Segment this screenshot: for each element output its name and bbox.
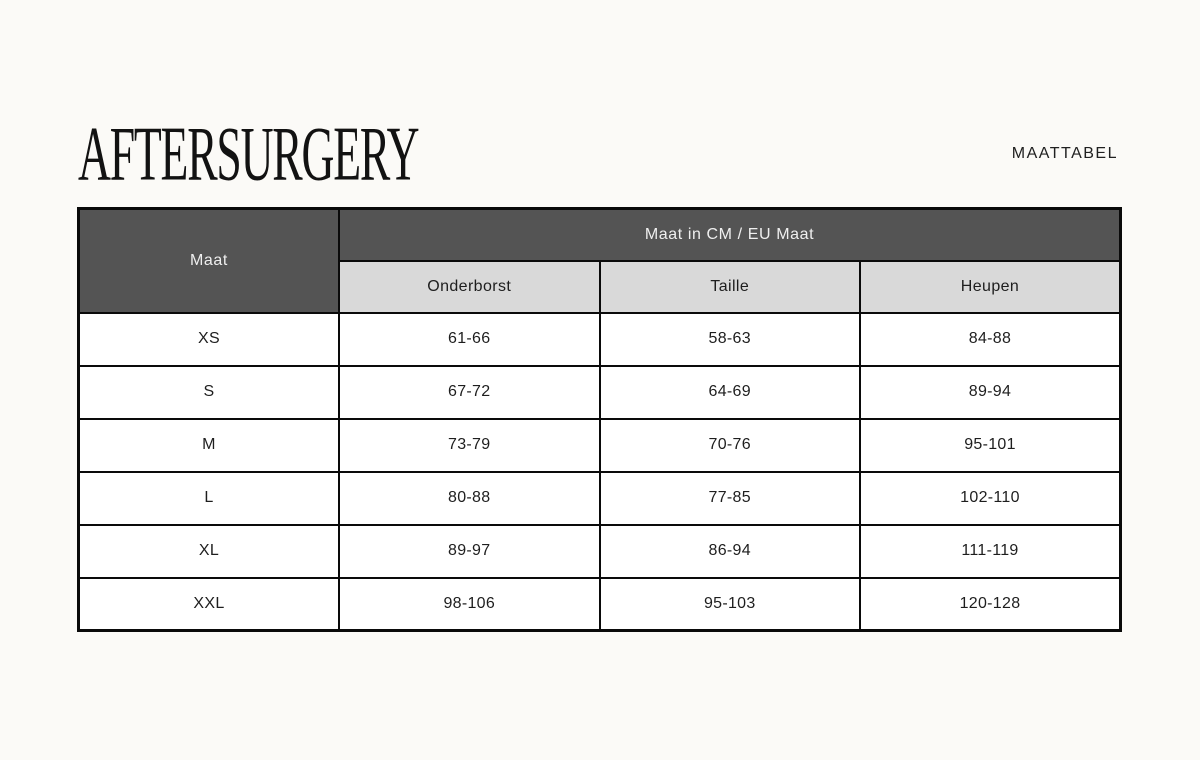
waist-cell: 77-85	[600, 472, 861, 525]
table-row-xs	[79, 313, 1121, 366]
waist-cell: 58-63	[600, 313, 861, 366]
waist-cell: 86-94	[600, 525, 861, 578]
underbust-cell: 98-106	[339, 578, 600, 631]
waist-cell: 70-76	[600, 419, 861, 472]
header-cell-heupen: Heupen	[860, 261, 1121, 313]
underbust-cell: 89-97	[339, 525, 600, 578]
brand-logo: AFTERSURGERY	[78, 111, 419, 197]
table-group-header-row	[79, 209, 1121, 261]
table-row-xxl	[79, 578, 1121, 631]
size-cell: L	[79, 472, 340, 525]
size-table-body	[79, 313, 1121, 631]
header-cell-maat: Maat	[79, 209, 340, 313]
waist-cell: 95-103	[600, 578, 861, 631]
underbust-cell: 67-72	[339, 366, 600, 419]
size-cell: S	[79, 366, 340, 419]
size-table	[77, 207, 1122, 632]
header-cell-taille: Taille	[600, 261, 861, 313]
size-table-head	[79, 209, 1121, 313]
page-header	[78, 111, 1118, 197]
hips-cell: 120-128	[860, 578, 1121, 631]
hips-cell: 111-119	[860, 525, 1121, 578]
size-cell: M	[79, 419, 340, 472]
hips-cell: 95-101	[860, 419, 1121, 472]
underbust-cell: 80-88	[339, 472, 600, 525]
underbust-cell: 61-66	[339, 313, 600, 366]
header-cell-group: Maat in CM / EU Maat	[339, 209, 1121, 261]
table-row-m	[79, 419, 1121, 472]
table-row-s	[79, 366, 1121, 419]
hips-cell: 84-88	[860, 313, 1121, 366]
table-row-xl	[79, 525, 1121, 578]
header-cell-onderborst: Onderborst	[339, 261, 600, 313]
table-row-l	[79, 472, 1121, 525]
waist-cell: 64-69	[600, 366, 861, 419]
size-cell: XS	[79, 313, 340, 366]
hips-cell: 89-94	[860, 366, 1121, 419]
size-cell: XXL	[79, 578, 340, 631]
size-cell: XL	[79, 525, 340, 578]
underbust-cell: 73-79	[339, 419, 600, 472]
hips-cell: 102-110	[860, 472, 1121, 525]
page-title: MAATTABEL	[1011, 145, 1118, 162]
